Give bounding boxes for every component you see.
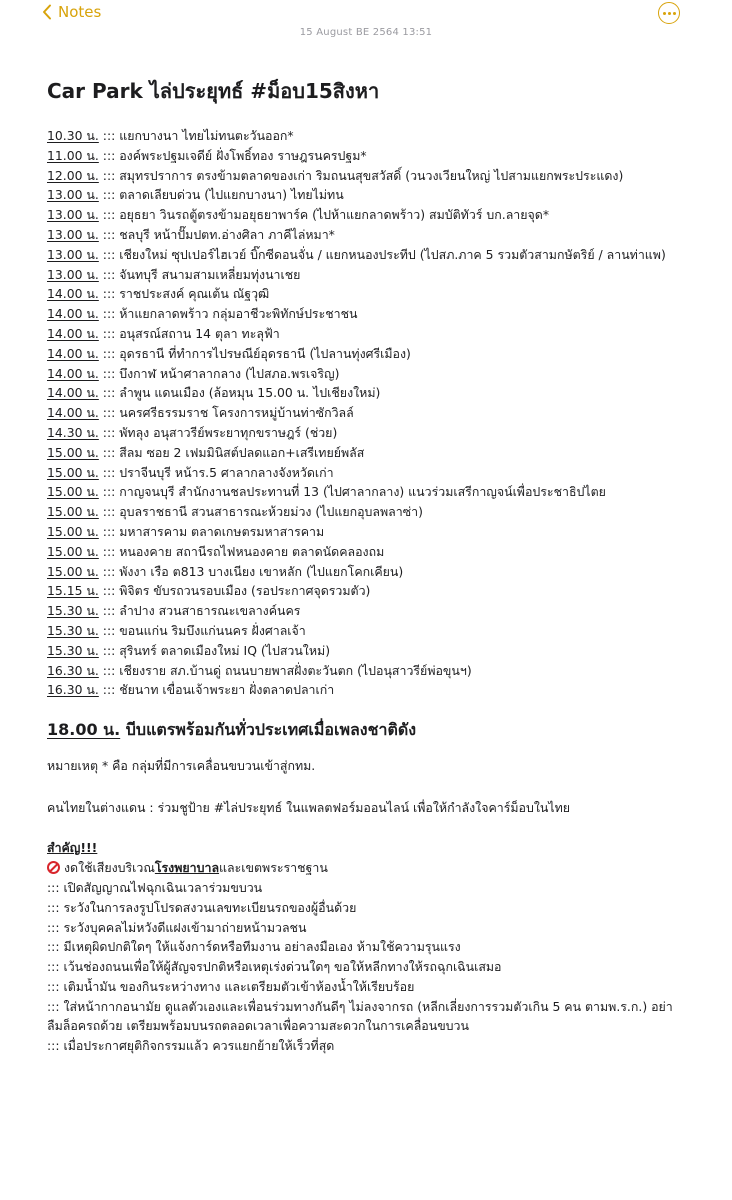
schedule-location: ::: แยกบางนา ไทยไม่ทนตะวันออก* — [98, 128, 294, 143]
schedule-location: ::: สุรินทร์ ตลาดเมืองใหม่ IQ (ไปสวนใหม่) — [98, 642, 331, 658]
schedule-item — [47, 146, 687, 166]
schedule-item — [47, 304, 687, 324]
important-list — [47, 858, 687, 1056]
important-item: ::: ระวังในการลงรูปโปรดสงวนเลขทะเบียนรถของผู้อื่นด้วย — [47, 899, 357, 915]
schedule-time: 14.30 น. — [47, 424, 99, 440]
horn-announcement — [47, 718, 687, 742]
schedule-list — [47, 126, 687, 700]
schedule-item — [47, 185, 687, 205]
schedule-item — [47, 621, 687, 641]
schedule-time: 10.30 น. — [47, 128, 99, 143]
schedule-time: 15.00 น. — [47, 523, 99, 539]
more-options-button[interactable] — [658, 2, 680, 24]
important-item: ::: เว้นช่องถนนเพื่อให้ผู้สัญจรปกติหรือเหตุเร่งด่วนใดๆ ขอให้หลีกทางให้รถฉุกเฉินเสมอ — [47, 959, 502, 975]
schedule-time: 15.30 น. — [47, 622, 99, 638]
schedule-item — [47, 680, 687, 700]
schedule-time: 11.00 น. — [47, 147, 99, 163]
important-item: ::: ใส่หน้ากากอนามัย ดูแลตัวเองและเพื่อนร่วมทางกันดีๆ ไม่ลงจากรถ (หลีกเลี่ยงการรวมตัวเกิน 5 คน ตามพ.ร.ก.) อย่าลืมล็อครถด้วย เตรียมพร้อมบนรถตลอดเวลาเพื่อความสะดวกในการเคลื่อนขบวน — [47, 998, 673, 1034]
schedule-time: 13.00 น. — [47, 207, 99, 223]
top-bar — [0, 0, 732, 48]
schedule-item — [47, 542, 687, 562]
schedule-item — [47, 562, 687, 582]
schedule-location: ::: ชัยนาท เขื่อนเจ้าพระยา ฝั่งตลาดปลาเก่า — [98, 682, 335, 698]
schedule-time: 12.00 น. — [47, 167, 99, 183]
schedule-location: ::: ห้าแยกลาดพร้าว กลุ่มอาชีวะพิทักษ์ประชาชน — [98, 306, 358, 322]
schedule-time: 15.30 น. — [47, 603, 99, 619]
schedule-location: ::: ชลบุรี หน้าปั๊มปตท.อ่างศิลา ภาคีไล่หมา* — [98, 226, 335, 242]
important-item: ::: เติมน้ำมัน ของกินระหว่างทาง และเตรียมตัวเข้าห้องน้ำให้เรียบร้อย — [47, 978, 415, 994]
schedule-time: 14.00 น. — [47, 385, 99, 401]
schedule-item — [47, 443, 687, 463]
schedule-time: 14.00 น. — [47, 325, 99, 341]
schedule-item — [47, 364, 687, 384]
schedule-time: 15.00 น. — [47, 484, 99, 500]
schedule-location: ::: พังงา เรือ ต813 บางเนียง เขาหลัก (ไปแยกโคกเคียน) — [98, 563, 404, 579]
schedule-time: 13.00 น. — [47, 246, 99, 262]
schedule-item — [47, 225, 687, 245]
chevron-left-icon — [42, 4, 52, 20]
schedule-location: ::: องค์พระปฐมเจดีย์ ฝั่งโพธิ์ทอง ราษฎรนครปฐม* — [98, 147, 367, 163]
hospital-emphasis: โรงพยาบาล — [154, 860, 220, 876]
schedule-time: 14.00 น. — [47, 365, 99, 381]
note-title: Car Park ไล่ประยุทธ์ #ม็อบ15สิงหา — [47, 79, 380, 103]
schedule-time: 15.30 น. — [47, 642, 99, 658]
schedule-location: ::: ปราจีนบุรี หน้าร.5 ศาลากลางจังหวัดเก่า — [98, 464, 334, 480]
important-item: ::: เปิดสัญญาณไฟฉุกเฉินเวลาร่วมขบวน — [47, 879, 263, 895]
important-item-text: และเขตพระราชฐาน — [219, 860, 328, 876]
schedule-item — [47, 324, 687, 344]
schedule-location: ::: พัทลุง อนุสาวรีย์พระยาทุกขราษฎร์ (ช่วย) — [98, 424, 338, 440]
schedule-location: ::: พิจิตร ขับรถวนรอบเมือง (รอประกาศจุดรวมตัว) — [98, 583, 371, 599]
schedule-location: ::: สมุทรปราการ ตรงข้ามตลาดของเก่า ริมถนนสุขสวัสดิ์ (วนวงเวียนใหญ่ ไปสามแยกพระประแดง) — [98, 167, 624, 183]
schedule-item — [47, 126, 687, 146]
schedule-location: ::: จันทบุรี สนามสามเหลี่ยมทุ่งนาเชย — [98, 266, 301, 282]
schedule-time: 15.00 น. — [47, 444, 99, 460]
schedule-location: ::: อุบลราชธานี สวนสาธารณะห้วยม่วง (ไปแยกอุบลพลาซ่า) — [98, 504, 423, 520]
schedule-location: ::: ลำพูน แดนเมือง (ล้อหมุน 15.00 น. ไปเชียงใหม่) — [98, 385, 381, 401]
schedule-location: ::: อยุธยา วินรถตู้ตรงข้ามอยุธยาพาร์ค (ไปห้าแยกลาดพร้าว) สมบัติทัวร์ บก.ลายจุด* — [98, 207, 550, 223]
back-button[interactable] — [42, 3, 101, 21]
schedule-time: 15.00 น. — [47, 504, 99, 520]
schedule-time: 15.15 น. — [47, 583, 99, 599]
ellipsis-circle-icon — [663, 12, 676, 15]
overseas-text: คนไทยในต่างแดน : ร่วมชูป้าย #ไล่ประยุทธ์ ในแพลตฟอร์มออนไลน์ เพื่อให้กำลังใจคาร์ม็อบในไทย — [47, 800, 571, 816]
note-timestamp: 15 August BE 2564 13:51 — [299, 27, 433, 38]
schedule-item — [47, 581, 687, 601]
important-heading: สำคัญ!!! — [47, 840, 98, 856]
schedule-time: 15.00 น. — [47, 563, 99, 579]
schedule-time: 16.30 น. — [47, 662, 99, 678]
note-body[interactable] — [47, 78, 687, 1056]
horn-time: 18.00 น. — [47, 720, 121, 740]
schedule-item — [47, 601, 687, 621]
schedule-location: ::: อนุสรณ์สถาน 14 ตุลา ทะลุฟ้า — [98, 325, 280, 341]
schedule-location: ::: เชียงราย สภ.บ้านดู่ ถนนบายพาสฝั่งตะวันตก (ไปอนุสาวรีย์พ่อขุนฯ) — [98, 662, 472, 678]
schedule-location: ::: สีลม ซอย 2 เฟมมินิสต์ปลดแอก+เสรีเทยย์พลัส — [98, 444, 365, 460]
schedule-time: 14.00 น. — [47, 405, 99, 421]
schedule-location: ::: หนองคาย สถานีรถไฟหนองคาย ตลาดนัดคลองถม — [98, 543, 385, 559]
schedule-time: 15.00 น. — [47, 543, 99, 559]
schedule-location: ::: อุดรธานี ที่ทำการไปรษณีย์อุดรธานี (ไปลานทุ่งศรีเมือง) — [98, 345, 411, 361]
schedule-time: 16.30 น. — [47, 682, 99, 698]
schedule-time: 13.00 น. — [47, 187, 99, 203]
schedule-location: ::: บึงกาฬ หน้าศาลากลาง (ไปสภอ.พรเจริญ) — [98, 365, 340, 381]
remark-text: หมายเหตุ * คือ กลุ่มที่มีการเคลื่อนขบวนเข้าสู่กทม. — [47, 758, 316, 774]
schedule-item — [47, 205, 687, 225]
schedule-item — [47, 265, 687, 285]
schedule-location: ::: มหาสารคาม ตลาดเกษตรมหาสารคาม — [98, 523, 325, 539]
schedule-time: 13.00 น. — [47, 226, 99, 242]
schedule-time: 13.00 น. — [47, 266, 99, 282]
schedule-item — [47, 284, 687, 304]
important-item — [47, 858, 687, 878]
schedule-time: 14.00 น. — [47, 306, 99, 322]
schedule-item — [47, 166, 687, 186]
horn-text: บีบแตรพร้อมกันทั่วประเทศเมื่อเพลงชาติดัง — [120, 720, 417, 740]
schedule-location: ::: กาญจนบุรี สำนักงานชลประทานที่ 13 (ไปศาลากลาง) แนวร่วมเสรีกาญจน์เพื่อประชาธิปไตย — [98, 484, 606, 500]
important-item: ::: เมื่อประกาศยุติกิจกรรมแล้ว ควรแยกย้ายให้เร็วที่สุด — [47, 1038, 335, 1054]
back-button-label: Notes — [58, 3, 102, 21]
schedule-item — [47, 245, 687, 265]
schedule-item — [47, 641, 687, 661]
schedule-location: ::: ลำปาง สวนสาธารณะเขลางค์นคร — [98, 603, 301, 619]
important-item-text: งดใช้เสียงบริเวณ — [64, 860, 155, 876]
schedule-item — [47, 383, 687, 403]
schedule-item — [47, 344, 687, 364]
schedule-item — [47, 522, 687, 542]
schedule-item — [47, 463, 687, 483]
schedule-location: ::: นครศรีธรรมราช โครงการหมู่บ้านท่าซักวิลล์ — [98, 405, 354, 421]
no-entry-icon — [47, 861, 60, 874]
schedule-location: ::: ตลาดเลียบด่วน (ไปแยกบางนา) ไทยไม่ทน — [98, 187, 344, 203]
schedule-location: ::: เชียงใหม่ ซุปเปอร์ไฮเวย์ บิ๊กซีดอนจั่น / แยกหนองประทีป (ไปสภ.ภาค 5 รวมตัวสามกษัตริย์ / ลานท่าแพ) — [98, 246, 666, 262]
schedule-item — [47, 403, 687, 423]
important-item: ::: ระวังบุคคลไม่หวังดีแฝงเข้ามาถ่ายหน้ามวลชน — [47, 919, 307, 935]
schedule-time: 14.00 น. — [47, 345, 99, 361]
schedule-item — [47, 502, 687, 522]
schedule-location: ::: ราชประสงค์ คุณเต้น ณัฐวุฒิ — [98, 286, 270, 302]
schedule-time: 14.00 น. — [47, 286, 99, 302]
schedule-item — [47, 482, 687, 502]
schedule-item — [47, 423, 687, 443]
schedule-location: ::: ขอนแก่น ริมบึงแก่นนคร ฝั่งศาลเจ้า — [98, 622, 306, 638]
schedule-item — [47, 661, 687, 681]
important-item: ::: มีเหตุผิดปกติใดๆ ให้แจ้งการ์ดหรือทีมงาน อย่าลงมือเอง ห้ามใช้ความรุนแรง — [47, 939, 461, 955]
schedule-time: 15.00 น. — [47, 464, 99, 480]
